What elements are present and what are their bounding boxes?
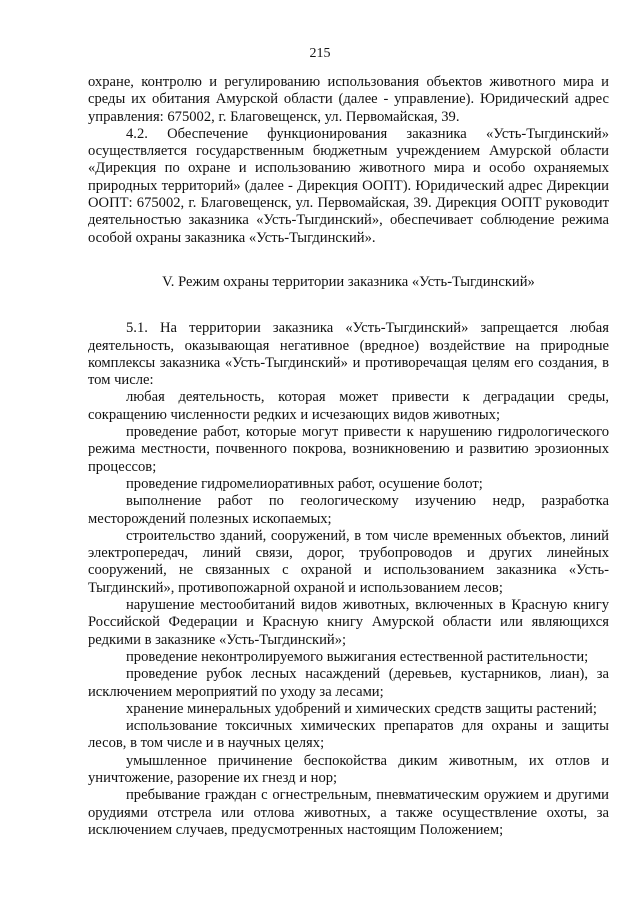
paragraph: 5.1. На территории заказника «Усть-Тыгдинский» запрещается любая деятельность, оказывающая негативное (вредное) воздействие на природные комплексы заказника «Усть-Тыгдинский» и противоречащая целям его создания, в том числе:: [88, 320, 609, 389]
list-item: пребывание граждан с огнестрельным, пневматическим оружием и другими орудиями отстрела или отлова животных, а также осуществление охоты, за исключением случаев, предусмотренных настоящим Положением;: [88, 787, 609, 838]
list-item: проведение гидромелиоративных работ, осушение болот;: [126, 475, 483, 492]
list-item: любая деятельность, которая может привести к деградации среды, сокращению численности редких и исчезающих видов животных;: [88, 389, 609, 423]
list-item: строительство зданий, сооружений, в том числе временных объектов, линий электропередач, линий связи, дорог, трубопроводов и других линейных сооружений, не связанных с охраной и использованием заказника «Усть-Тыгдинский», противопожарной охраной и использованием лесов;: [88, 527, 609, 596]
paragraph: 4.2. Обеспечение функционирования заказника «Усть-Тыгдинский» осуществляется государственным бюджетным учреждением Амурской области «Дирекция по охране и использованию животного мира и особо охраняемых природных территорий» (далее - Дирекция ООПТ). Юридический адрес Дирекции ООПТ: 675002, г. Благовещенск, ул. Первомайская, 39. Дирекция ООПТ руководит деятельностью заказника «Усть-Тыгдинский», обеспечивает соблюдение режима особой охраны заказника «Усть-Тыгдинский».: [88, 125, 609, 246]
list-item: умышленное причинение беспокойства диким животным, их отлов и уничтожение, разорение их гнезд и нор;: [88, 752, 609, 786]
list-item: хранение минеральных удобрений и химических средств защиты растений;: [126, 700, 597, 717]
list-item: проведение работ, которые могут привести к нарушению гидрологического режима местности, почвенного покрова, возникновению и развитию эрозионных процессов;: [88, 424, 609, 475]
list-item: выполнение работ по геологическому изучению недр, разработка месторождений полезных ископаемых;: [88, 493, 609, 527]
section-heading: V. Режим охраны территории заказника «Усть-Тыгдинский»: [162, 273, 535, 290]
list-item: проведение рубок лесных насаждений (деревьев, кустарников, лиан), за исключением мероприятий по уходу за лесами;: [88, 666, 609, 700]
document-body: [88, 74, 609, 839]
page-number: 215: [309, 46, 331, 61]
list-item: использование токсичных химических препаратов для охраны и защиты лесов, в том числе и в научных целях;: [88, 718, 609, 752]
list-item: нарушение местообитаний видов животных, включенных в Красную книгу Российской Федерации и Красную книгу Амурской области или являющихся редкими в заказнике «Усть-Тыгдинский»;: [88, 597, 609, 648]
list-item: проведение неконтролируемого выжигания естественной растительности;: [126, 648, 589, 665]
paragraph: охране, контролю и регулированию использования объектов животного мира и среды их обитания Амурской области (далее - управление). Юридический адрес управления: 675002, г. Благовещенск, ул. Первомайская, 39.: [88, 74, 609, 125]
